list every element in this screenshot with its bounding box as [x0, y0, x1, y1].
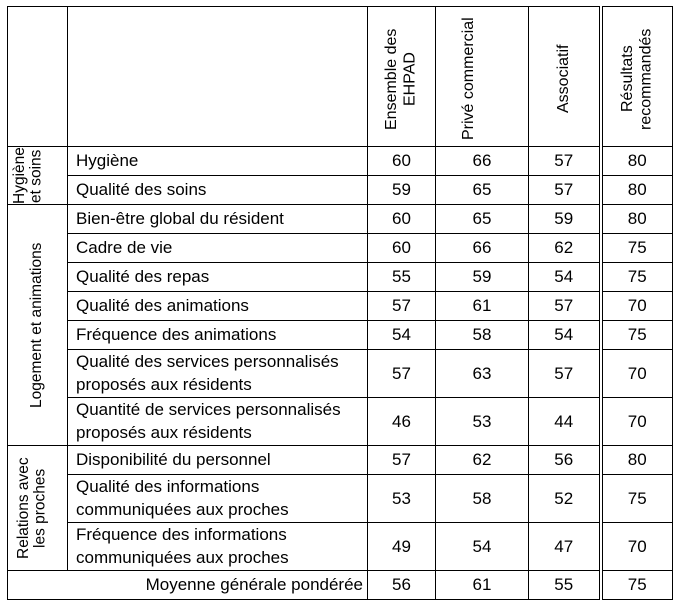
- row-label: Disponibilité du personnel: [68, 446, 368, 475]
- value-ensemble: 60: [368, 205, 436, 234]
- value-ensemble: 53: [368, 475, 436, 523]
- value-recommande: 70: [601, 398, 673, 446]
- value-associatif: 54: [529, 321, 601, 350]
- satisfaction-table: [7, 6, 673, 600]
- header-row: [8, 7, 673, 147]
- value-recommande: 75: [601, 234, 673, 263]
- row-label: Hygiène: [68, 147, 368, 176]
- table-row: [8, 523, 673, 571]
- value-associatif: 44: [529, 398, 601, 446]
- value-associatif: 57: [529, 147, 601, 176]
- table-row: [8, 350, 673, 398]
- table-row: [8, 292, 673, 321]
- value-prive: 65: [436, 176, 529, 205]
- value-ensemble: 57: [368, 446, 436, 475]
- value-ensemble: 60: [368, 234, 436, 263]
- row-label: Qualité des informations communiquées aux proches: [68, 475, 368, 523]
- header-ensemble: Ensemble des EHPAD: [383, 28, 419, 130]
- value-ensemble: 49: [368, 523, 436, 571]
- total-label: Moyenne générale pondérée: [8, 571, 368, 600]
- header-associatif: Associatif: [554, 44, 572, 114]
- value-prive: 54: [436, 523, 529, 571]
- value-associatif: 57: [529, 176, 601, 205]
- table-row: [8, 205, 673, 234]
- group-label-hygiene: Hygiène et soins: [10, 146, 44, 204]
- row-label: Qualité des soins: [68, 176, 368, 205]
- value-recommande: 80: [601, 147, 673, 176]
- table-row: [8, 263, 673, 292]
- value-prive: 66: [436, 147, 529, 176]
- value-prive: 58: [436, 321, 529, 350]
- row-label: Fréquence des animations: [68, 321, 368, 350]
- value-prive: 61: [436, 292, 529, 321]
- value-ensemble: 60: [368, 147, 436, 176]
- header-associatif-cell: [529, 7, 601, 147]
- header-prive-cell: [436, 7, 529, 147]
- total-recommande: 75: [601, 571, 673, 600]
- value-recommande: 80: [601, 446, 673, 475]
- row-label: Fréquence des informations communiquées aux proches: [68, 523, 368, 571]
- table-row: [8, 176, 673, 205]
- row-label: Cadre de vie: [68, 234, 368, 263]
- value-recommande: 70: [601, 292, 673, 321]
- value-prive: 59: [436, 263, 529, 292]
- value-prive: 65: [436, 205, 529, 234]
- table-row: [8, 321, 673, 350]
- row-label: Qualité des services personnalisés proposés aux résidents: [68, 350, 368, 398]
- value-recommande: 80: [601, 205, 673, 234]
- value-ensemble: 55: [368, 263, 436, 292]
- value-prive: 58: [436, 475, 529, 523]
- total-associatif: 55: [529, 571, 601, 600]
- value-ensemble: 57: [368, 292, 436, 321]
- total-prive: 61: [436, 571, 529, 600]
- value-recommande: 70: [601, 350, 673, 398]
- header-recommandes: Résultats recommandés: [618, 28, 655, 130]
- value-ensemble: 54: [368, 321, 436, 350]
- header-prive: Privé commercial: [460, 17, 477, 141]
- row-label: Quantité de services personnalisés proposés aux résidents: [68, 398, 368, 446]
- table-row: [8, 475, 673, 523]
- label-header-empty-cell: [68, 7, 368, 147]
- group-label-relations: Relations avec les proches: [14, 457, 48, 559]
- total-ensemble: 56: [368, 571, 436, 600]
- group-logement-cell: [8, 205, 68, 446]
- group-hygiene-cell: [8, 147, 68, 205]
- row-label: Qualité des repas: [68, 263, 368, 292]
- value-recommande: 80: [601, 176, 673, 205]
- group-label-logement: Logement et animations: [28, 242, 46, 408]
- value-associatif: 57: [529, 350, 601, 398]
- value-recommande: 75: [601, 263, 673, 292]
- value-recommande: 75: [601, 475, 673, 523]
- group-relations-cell: [8, 446, 68, 571]
- table-row: [8, 398, 673, 446]
- value-associatif: 47: [529, 523, 601, 571]
- value-associatif: 62: [529, 234, 601, 263]
- table-row: [8, 446, 673, 475]
- row-label: Qualité des animations: [68, 292, 368, 321]
- value-ensemble: 57: [368, 350, 436, 398]
- value-prive: 62: [436, 446, 529, 475]
- total-row: [8, 571, 673, 600]
- table-row: [8, 147, 673, 176]
- value-associatif: 59: [529, 205, 601, 234]
- header-recommandes-cell: [601, 7, 673, 147]
- value-associatif: 57: [529, 292, 601, 321]
- value-associatif: 52: [529, 475, 601, 523]
- value-associatif: 56: [529, 446, 601, 475]
- value-prive: 66: [436, 234, 529, 263]
- header-ensemble-cell: [368, 7, 436, 147]
- corner-empty-cell: [8, 7, 68, 147]
- value-recommande: 70: [601, 523, 673, 571]
- value-ensemble: 59: [368, 176, 436, 205]
- value-associatif: 54: [529, 263, 601, 292]
- value-recommande: 75: [601, 321, 673, 350]
- value-prive: 53: [436, 398, 529, 446]
- table-row: [8, 234, 673, 263]
- value-ensemble: 46: [368, 398, 436, 446]
- row-label: Bien-être global du résident: [68, 205, 368, 234]
- value-prive: 63: [436, 350, 529, 398]
